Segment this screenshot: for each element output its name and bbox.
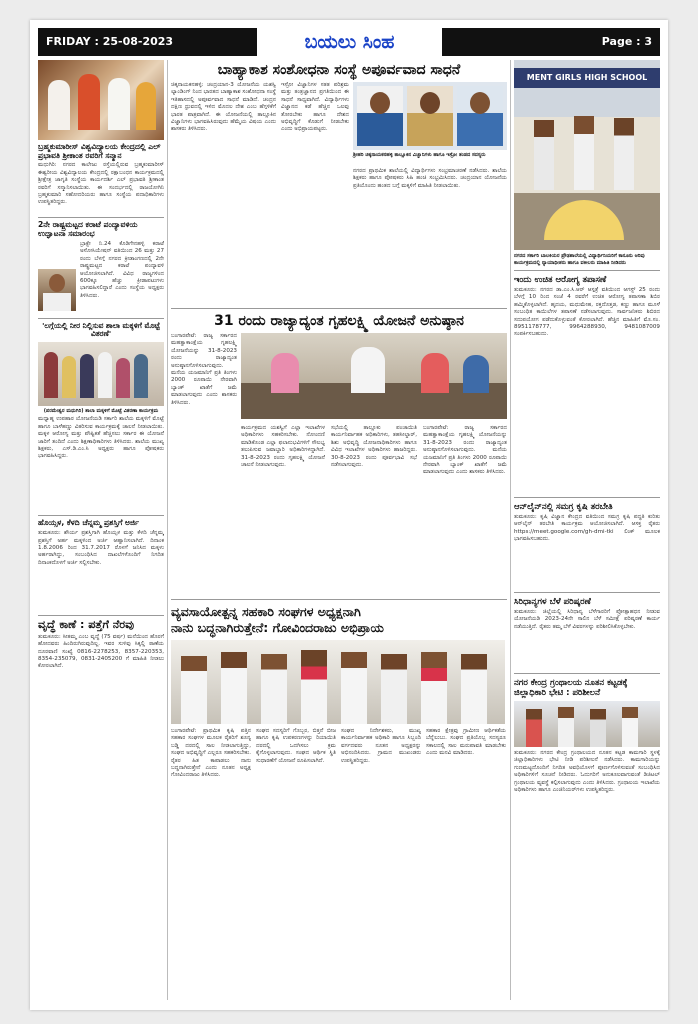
second-headline: 31 ರಂದು ರಾಜ್ಯಾದ್ಯಂತ ಗೃಹಲಕ್ಷ್ಮಿ ಯೋಜನೆ ಅನುಷ್ಠಾನ [214, 313, 464, 329]
column-divider [510, 60, 511, 1000]
karate-photo [38, 269, 76, 311]
story-headline: 'ಲಗ್ಗೆಯಲ್ಲಿ ನೀರ ನಿಲ್ಲಿಸುವ ಶಾಲಾ ಮಕ್ಕಳಿಗೆ ಮೊಟ್ಟೆ ವಿತರಣೆ' [42, 320, 160, 339]
meeting-photo [241, 333, 507, 419]
story-body: ತುಮಕೂರು: ಕೃಷಿ ವಿಜ್ಞಾನ ಕೇಂದ್ರದ ವತಿಯಿಂದ ಸಮಗ್ರ ಕೃಷಿ ಪದ್ಧತಿ ಕುರಿತು ಆನ್‌ಲೈನ್ ತರಬೇತಿ ಕಾರ್ಯಕ್ರಮ ಆಯೋಜಿಸಲಾಗಿದೆ. ಆಸಕ್ತ ರೈತರು https://meet.google.com/gh-dmi-tki ಲಿಂಕ್ ಮೂಲಕ ಭಾಗವಹಿಸಬಹುದು. [514, 514, 660, 543]
story-headline: ಇಂದು ಉಚಿತ ಆರೋಗ್ಯ ತಪಾಸಣೆ [514, 275, 607, 285]
library-visit-photo [514, 701, 660, 747]
story-body: ತುಮಕೂರು: ಸೀತಮ್ಮ ಎಂಬ ವೃದ್ಧೆ (75 ವರ್ಷ) ಮನೆಯಿಂದ ಹೊರಗೆ ಹೋದವರು ಹಿಂದಿರುಗಿರುವುದಿಲ್ಲ. ಇವರ ಸುಳಿವು ಸಿಕ್ಕಲ್ಲಿ ಠಾಣೆಯ ದೂರವಾಣಿ ಸಂಖ್ಯೆ 0816-2278253, 8357-220353, 8354-235079, 0831-2405200 ಗೆ ಮಾಹಿತಿ ನೀಡಲು ಕೋರಲಾಗಿದೆ. [38, 633, 164, 670]
story-headline: ಆನ್‌ಲೈನ್‌ನಲ್ಲಿ ಸಮಗ್ರ ಕೃಷಿ ತರಬೇತಿ [514, 502, 613, 512]
story-body: ಬಂಗಾರಪೇಟೆ: ಪ್ರಾಥಮಿಕ ಕೃಷಿ ಪತ್ತಿನ ಸಹಕಾರ ಸಂಘಗಳ ಮೂಲಕ ರೈತರಿಗೆ ಶೂನ್ಯ ಬಡ್ಡಿ ದರದಲ್ಲಿ ಸಾಲ ನೀಡಲಾಗುತ್ತಿದ್ದು, ಸಂಘದ ಅಭಿವೃದ್ಧಿಗೆ ಎಲ್ಲರೂ ಸಹಕರಿಸಬೇಕು. ರೈತರ ಹಿತ ಕಾಪಾಡಲು ನಾನು ಬದ್ಧನಾಗಿರುತ್ತೇನೆ ಎಂದು ನೂತನ ಅಧ್ಯಕ್ಷ ಗೋವಿಂದರಾಜು ತಿಳಿಸಿದರು. [171, 728, 251, 779]
story-body: ಮಧುಗಿರಿ: ನಗರದ ಕಾಲೇಜು ರಸ್ತೆಯಲ್ಲಿರುವ ಬ್ರಹ್ಮಕುಮಾರೀಸ್ ಈಶ್ವರೀಯ ವಿಶ್ವವಿದ್ಯಾಲಯ ಕೇಂದ್ರದಲ್ಲಿ ರಕ್ಷಾಬಂಧನ ಕಾರ್ಯಕ್ರಮದಲ್ಲಿ ಶ್ರೀಕ್ಷೇತ್ರ ಜಾಗೃತಿ ಸಂಸ್ಥೆಯ ಕಾರ್ಯದರ್ಶಿ ಎಲ್ ಪ್ರಭಾವತಿ ಶ್ರೀಕಾಂತ ರವರಿಗೆ ಸನ್ಮಾನಿಸಲಾಯಿತು. ಈ ಸಂದರ್ಭದಲ್ಲಿ ರಾಜಯೋಗಿನಿ ಬ್ರಹ್ಮಕುಮಾರಿ ಸಹೋದರಿಯರು ಹಾಗೂ ಸಂಸ್ಥೆಯ ಪದಾಧಿಕಾರಿಗಳು ಉಪಸ್ಥಿತರಿದ್ದರು. [38, 162, 164, 206]
story-body: ಸಂಘದ ನಿರ್ದೇಶಕರು, ಮುಖ್ಯ ಕಾರ್ಯನಿರ್ವಾಹಕ ಅಧಿಕಾರಿ ಹಾಗೂ ಸಿಬ್ಬಂದಿ ವರ್ಗದವರು ನೂತನ ಅಧ್ಯಕ್ಷರನ್ನು ಅಭಿನಂದಿಸಿದರು. ಗ್ರಾಮದ ಮುಖಂಡರು ಉಪಸ್ಥಿತರಿದ್ದರು. [341, 728, 421, 764]
story-headline: ಸಿರಿಧಾನ್ಯಗಳ ಬೆಳೆ ಪರಿಷ್ಕರಣೆ [514, 597, 591, 607]
third-headline-line2: ನಾನು ಬದ್ಧನಾಗಿರುತ್ತೇನೆ: ಗೋವಿಂದರಾಜು ಅಭಿಪ್ರಾಯ [171, 620, 384, 635]
felicitation-photo [171, 640, 505, 724]
story-block [38, 241, 164, 315]
school-photo [514, 60, 660, 250]
story-body: ನಗರದ ಪ್ರಾಥಮಿಕ ಶಾಲೆಯಲ್ಲಿ ವಿದ್ಯಾರ್ಥಿಗಳು ಸಂಭ್ರಮಾಚರಣೆ ನಡೆಸಿದರು. ಶಾಲೆಯ ಶಿಕ್ಷಕರು ಹಾಗೂ ಪೋಷಕರು ಸಿಹಿ ಹಂಚಿ ಸಂಭ್ರಮಿಸಿದರು. ಚಂದ್ರಯಾನ ಯೋಜನೆಯ ಪ್ರತಿಯೊಂದು ಹಂತದ ಬಗ್ಗೆ ಮಕ್ಕಳಿಗೆ ಮಾಹಿತಿ ನೀಡಲಾಯಿತು. [353, 168, 507, 189]
brahmakumaris-photo [38, 60, 164, 140]
divider [171, 308, 507, 309]
right-column [514, 60, 660, 900]
third-story [171, 728, 507, 908]
masthead [38, 28, 660, 56]
story-headline: ವೃದ್ಧೆ ಕಾಣೆ : ಪತ್ತೆಗೆ ನೆರವು [38, 618, 135, 632]
story-headline: 2ನೇ ರಾಷ್ಟ್ರಮಟ್ಟದ ಕರಾಟೆ ಪಂದ್ಯಾವಳಿಯ ಉದ್ಘಾಟನಾ ಸಮಾರಂಭ [38, 220, 138, 239]
school-sign: MENT GIRLS HIGH SCHOOL [514, 68, 660, 88]
divider [38, 615, 164, 616]
story-body: ಸಂಘದ ಸದಸ್ಯರಿಗೆ ಗೊಬ್ಬರ, ಬಿತ್ತನೆ ಬೀಜ ಹಾಗೂ ಕೃಷಿ ಉಪಕರಣಗಳನ್ನು ರಿಯಾಯಿತಿ ದರದಲ್ಲಿ ಒದಗಿಸಲು ಕ್ರಮ ಕೈಗೊಳ್ಳಲಾಗುವುದು. ಸಂಘದ ಆರ್ಥಿಕ ಸ್ಥಿತಿ ಸುಧಾರಣೆಗೆ ಯೋಜನೆ ರೂಪಿಸಲಾಗಿದೆ. [256, 728, 336, 764]
divider [38, 318, 164, 319]
divider [38, 217, 164, 218]
story-body: ಸಭೆಯಲ್ಲಿ ತಾಲ್ಲೂಕು ಪಂಚಾಯಿತಿ ಕಾರ್ಯನಿರ್ವಾಹಕ ಅಧಿಕಾರಿಗಳು, ತಹಸೀಲ್ದಾರ್, ಶಿಶು ಅಭಿವೃದ್ಧಿ ಯೋಜನಾಧಿಕಾರಿಗಳು ಹಾಗೂ ವಿವಿಧ ಇಲಾಖೆಗಳ ಅಧಿಕಾರಿಗಳು ಹಾಜರಿದ್ದರು. 30-8-2023 ರಂದು ಪೂರ್ವಭಾವಿ ಸಭೆ ನಡೆಸಲಾಗುವುದು. [331, 425, 417, 469]
school-event-photo [38, 342, 164, 406]
lead-story [171, 82, 507, 304]
photo-caption: ನಗರದ ಸರ್ಕಾರಿ ಬಾಲಕಿಯರ ಪ್ರೌಢಶಾಲೆಯಲ್ಲಿ ವಿದ್ಯಾರ್ಥಿನಿಯರಿಗೆ ಕಾನೂನು ಅರಿವು ಕಾರ್ಯಕ್ರಮದಲ್ಲಿ ನ್ಯಾಯಾಧೀಶರು ಹಾಗೂ ವಕೀಲರು ಮಾಹಿತಿ ನೀಡಿದರು [514, 253, 645, 266]
newspaper-title: ಬಯಲು ಸಿಂಹ [257, 28, 442, 56]
story-body: ಚಿಕ್ಕನಾಯಕನಹಳ್ಳಿ: ಚಂದ್ರಯಾನ-3 ಯೋಜನೆಯ ಯಶಸ್ವಿ ಲ್ಯಾಂಡಿಂಗ್ ನಿಂದ ಭಾರತದ ಬಾಹ್ಯಾಕಾಶ ಸಂಶೋಧನಾ ಸಂಸ್ಥೆ ಇತಿಹಾಸದಲ್ಲಿ ಅಪೂರ್ವವಾದ ಸಾಧನೆ ಮಾಡಿದೆ. ಚಂದ್ರನ ದಕ್ಷಿಣ ಧ್ರುವದಲ್ಲಿ ಇಳಿದ ಮೊದಲ ದೇಶ ಎಂಬ ಹೆಗ್ಗಳಿಕೆಗೆ ಭಾರತ ಪಾತ್ರವಾಗಿದೆ. ಈ ಯೋಜನೆಯಲ್ಲಿ ತಾಲ್ಲೂಕಿನ ವಿಜ್ಞಾನಿಗಳು ಭಾಗವಹಿಸಿರುವುದು ಹೆಮ್ಮೆಯ ವಿಷಯ ಎಂದು ಶಾಸಕರು ತಿಳಿಸಿದರು. [171, 82, 276, 133]
left-column [38, 60, 164, 724]
story-body: ಸಹಕಾರ ಕ್ಷೇತ್ರವು ಗ್ರಾಮೀಣ ಆರ್ಥಿಕತೆಯ ಬೆನ್ನೆಲುಬು. ಸಂಘದ ಪ್ರತಿಯೊಬ್ಬ ಸದಸ್ಯರೂ ಸಕಾಲದಲ್ಲಿ ಸಾಲ ಮರುಪಾವತಿ ಮಾಡಬೇಕು ಎಂದು ಮನವಿ ಮಾಡಿದರು. [426, 728, 506, 757]
story-headline: ಬ್ರಹ್ಮಕುಮಾರೀಸ್ ವಿಶ್ವವಿದ್ಯಾಲಯ ಕೇಂದ್ರದಲ್ಲಿ ಎಲ್ ಪ್ರಭಾವತಿ ಶ್ರೀಕಾಂತ ರವರಿಗೆ ಸನ್ಮಾನ [38, 142, 161, 160]
divider [514, 592, 660, 593]
scientists-photo [353, 82, 507, 150]
issue-date: FRIDAY : 25-08-2023 [46, 35, 174, 48]
photo-caption: ಶ್ರೀಹರಿ ಚಿಕ್ಕನಾಯಕನಹಳ್ಳಿ ತಾಲ್ಲೂಕಿನ ವಿಜ್ಞಾನಿಗಳು ಹಾಗೂ ಇಸ್ರೋ ತಂಡದ ಸದಸ್ಯರು [353, 152, 486, 158]
page-number: Page : 3 [601, 35, 652, 48]
story-headline: ಹೊಯ್ಸಳ, ಕೆಳದಿ ಚೆನ್ನಮ್ಮ ಪ್ರಶಸ್ತಿಗೆ ಅರ್ಜಿ [38, 518, 140, 528]
divider [38, 515, 164, 516]
lead-headline: ಬಾಹ್ಯಾಕಾಶ ಸಂಶೋಧನಾ ಸಂಸ್ಥೆ ಅಪೂರ್ವವಾದ ಸಾಧನೆ [217, 62, 461, 78]
newspaper-page [30, 20, 668, 1010]
story-body: ತುಮಕೂರು: ನಗರದ ಡಾ.ಎಂ.ಸಿ.ಆರ್ ಆಸ್ಪತ್ರೆ ವತಿಯಿಂದ ಆಗಸ್ಟ್ 25 ರಂದು ಬೆಳಗ್ಗೆ 10 ರಿಂದ ಸಂಜೆ 4 ರವರೆಗೆ ಉಚಿತ ಆರೋಗ್ಯ ತಪಾಸಣಾ ಶಿಬಿರ ಹಮ್ಮಿಕೊಳ್ಳಲಾಗಿದೆ. ಹೃದಯ, ಮಧುಮೇಹ, ರಕ್ತದೊತ್ತಡ, ಕಣ್ಣು ಹಾಗೂ ಮೂಳೆ ಸಂಬಂಧಿತ ಕಾಯಿಲೆಗಳ ತಪಾಸಣೆ ನಡೆಸಲಾಗುವುದು. ಸಾರ್ವಜನಿಕರು ಶಿಬಿರದ ಸದುಪಯೋಗ ಪಡೆದುಕೊಳ್ಳುವಂತೆ ಕೋರಲಾಗಿದೆ. ಹೆಚ್ಚಿನ ಮಾಹಿತಿಗೆ ಮೊ.ಸಂ. 8951178777, 9964288930, 9481087009 ಸಂಪರ್ಕಿಸಬಹುದು. [514, 287, 660, 338]
story-body: ಬ್ರಾಕ್ಟೇ ನಿ.24 ಕೊಡಿಗೇನಹಳ್ಳಿ ಕರಾಟೆ ಅಸೋಸಿಯೇಷನ್ ವತಿಯಿಂದ 26 ಮತ್ತು 27 ರಂದು ಬೆಳಗ್ಗೆ ನಗರದ ಕ್ರೀಡಾಂಗಣದಲ್ಲಿ 2ನೇ ರಾಷ್ಟ್ರಮಟ್ಟದ ಕರಾಟೆ ಪಂದ್ಯಾವಳಿ ಆಯೋಜಿಸಲಾಗಿದೆ. ವಿವಿಧ ರಾಜ್ಯಗಳಿಂದ 600ಕ್ಕೂ ಹೆಚ್ಚು ಕ್ರೀಡಾಪಟುಗಳು ಭಾಗವಹಿಸಲಿದ್ದಾರೆ ಎಂದು ಸಂಸ್ಥೆಯ ಅಧ್ಯಕ್ಷರು ತಿಳಿಸಿದರು. [80, 240, 164, 299]
second-story [171, 333, 507, 595]
column-divider [167, 60, 168, 1000]
divider [171, 599, 507, 600]
story-body: ಇಸ್ರೋ ವಿಜ್ಞಾನಿಗಳ ಸತತ ಪರಿಶ್ರಮ ಮತ್ತು ತಂತ್ರಜ್ಞಾನದ ಪ್ರಗತಿಯಿಂದ ಈ ಸಾಧನೆ ಸಾಧ್ಯವಾಗಿದೆ. ವಿದ್ಯಾರ್ಥಿಗಳು ವಿಜ್ಞಾನದ ಕಡೆ ಹೆಚ್ಚಿನ ಒಲವು ತೋರಬೇಕು ಹಾಗೂ ದೇಶದ ಅಭಿವೃದ್ಧಿಗೆ ಕೊಡುಗೆ ನೀಡಬೇಕು ಎಂದು ಅಭಿಪ್ರಾಯಪಟ್ಟರು. [281, 82, 349, 133]
center-column [171, 60, 507, 908]
photo-caption: (ಪರಮೇಶ್ವರ ಮಧುಗಿರಿ) ಶಾಲಾ ಮಕ್ಕಳಿಗೆ ಮೊಟ್ಟೆ ವಿತರಣಾ ಕಾರ್ಯಕ್ರಮ [43, 407, 159, 414]
story-body: ತುಮಕೂರು: ಶೌರ್ಯ ಪ್ರಶಸ್ತಿಗಾಗಿ ಹೊಯ್ಸಳ ಮತ್ತು ಕೆಳದಿ ಚೆನ್ನಮ್ಮ ಪ್ರಶಸ್ತಿಗೆ ಅರ್ಹ ಮಕ್ಕಳಿಂದ ಅರ್ಜಿ ಆಹ್ವಾನಿಸಲಾಗಿದೆ. ದಿನಾಂಕ 1.8.2006 ರಿಂದ 31.7.2017 ರೊಳಗೆ ಜನಿಸಿದ ಮಕ್ಕಳು ಅರ್ಹರಾಗಿದ್ದು, ಸಂಬಂಧಿಸಿದ ದಾಖಲೆಗಳೊಂದಿಗೆ ನಿಗದಿತ ದಿನಾಂಕದೊಳಗೆ ಅರ್ಜಿ ಸಲ್ಲಿಸಬೇಕು. [38, 530, 164, 566]
third-headline-line1: ವ್ಯವಸಾಯೋತ್ಪನ್ನ ಸಹಕಾರಿ ಸಂಘಗಳ ಅಧ್ಯಕ್ಷನಾಗಿ [171, 604, 361, 619]
story-body: ತುಮಕೂರು: ಜಿಲ್ಲೆಯಲ್ಲಿ ಸಿರಿಧಾನ್ಯ ಬೆಳೆಗಾರರಿಗೆ ಪ್ರೋತ್ಸಾಹಧನ ನೀಡುವ ಯೋಜನೆಯಡಿ 2023-24ನೇ ಸಾಲಿನ ಬೆಳೆ ಸಮೀಕ್ಷೆ ಪರಿಷ್ಕರಣೆ ಕಾರ್ಯ ನಡೆಯುತ್ತಿದೆ. ರೈತರು ತಮ್ಮ ಬೆಳೆ ವಿವರಗಳನ್ನು ಪರಿಶೀಲಿಸಿಕೊಳ್ಳಬೇಕು. [514, 609, 660, 630]
divider [514, 270, 660, 271]
story-body: ಬಂಗಾರಪೇಟೆ: ರಾಜ್ಯ ಸರ್ಕಾರದ ಮಹತ್ವಾಕಾಂಕ್ಷೆಯ ಗೃಹಲಕ್ಷ್ಮಿ ಯೋಜನೆಯನ್ನು 31-8-2023 ರಂದು ರಾಜ್ಯಾದ್ಯಂತ ಅನುಷ್ಠಾನಗೊಳಿಸಲಾಗುವುದು. ಮನೆಯ ಯಜಮಾನಿಗೆ ಪ್ರತಿ ತಿಂಗಳು 2000 ರೂಪಾಯಿ ನೇರವಾಗಿ ಬ್ಯಾಂಕ್ ಖಾತೆಗೆ ಜಮೆ ಮಾಡಲಾಗುವುದು ಎಂದು ಶಾಸಕರು ತಿಳಿಸಿದರು. [171, 333, 237, 406]
story-body: ಮಧ್ಯಾಹ್ನ ಉಪಹಾರ ಯೋಜನೆಯಡಿ ಸರ್ಕಾರಿ ಶಾಲೆಯ ಮಕ್ಕಳಿಗೆ ಮೊಟ್ಟೆ ಹಾಗೂ ಬಾಳೆಹಣ್ಣು ವಿತರಿಸುವ ಕಾರ್ಯಕ್ರಮಕ್ಕೆ ಚಾಲನೆ ನೀಡಲಾಯಿತು. ಮಕ್ಕಳ ಆರೋಗ್ಯ ಮತ್ತು ಪೌಷ್ಟಿಕತೆ ಹೆಚ್ಚಿಸಲು ಸರ್ಕಾರ ಈ ಯೋಜನೆ ಜಾರಿಗೆ ತಂದಿದೆ ಎಂದು ಶಿಕ್ಷಣಾಧಿಕಾರಿಗಳು ತಿಳಿಸಿದರು. ಶಾಲೆಯ ಮುಖ್ಯ ಶಿಕ್ಷಕರು, ಎಸ್.ಡಿ.ಎಂ.ಸಿ ಅಧ್ಯಕ್ಷರು ಹಾಗೂ ಪೋಷಕರು ಭಾಗವಹಿಸಿದ್ದರು. [38, 416, 164, 460]
story-body: ಕಾರ್ಯಕ್ರಮದ ಯಶಸ್ವಿಗೆ ಎಲ್ಲಾ ಇಲಾಖೆಗಳ ಅಧಿಕಾರಿಗಳು ಸಹಕರಿಸಬೇಕು. ನೋಂದಣಿ ಮಾಡಿಕೊಂಡ ಎಲ್ಲಾ ಫಲಾನುಭವಿಗಳಿಗೆ ಸೌಲಭ್ಯ ತಲುಪಿಸುವ ಜವಾಬ್ದಾರಿ ಅಧಿಕಾರಿಗಳದ್ದಾಗಿದೆ. 31-8-2023 ರಂದು ಗೃಹಲಕ್ಷ್ಮಿ ಯೋಜನೆ ಚಾಲನೆ ನೀಡಲಾಗುವುದು. [241, 425, 325, 469]
story-body: ಬಂಗಾರಪೇಟೆ: ರಾಜ್ಯ ಸರ್ಕಾರದ ಮಹತ್ವಾಕಾಂಕ್ಷೆಯ ಗೃಹಲಕ್ಷ್ಮಿ ಯೋಜನೆಯನ್ನು 31-8-2023 ರಂದು ರಾಜ್ಯಾದ್ಯಂತ ಅನುಷ್ಠಾನಗೊಳಿಸಲಾಗುವುದು. ಮನೆಯ ಯಜಮಾನಿಗೆ ಪ್ರತಿ ತಿಂಗಳು 2000 ರೂಪಾಯಿ ನೇರವಾಗಿ ಬ್ಯಾಂಕ್ ಖಾತೆಗೆ ಜಮೆ ಮಾಡಲಾಗುವುದು ಎಂದು ಶಾಸಕರು ತಿಳಿಸಿದರು. [423, 425, 507, 476]
story-headline: ನಗರ ಕೇಂದ್ರ ಗ್ರಂಥಾಲಯ ನೂತನ ಕಟ್ಟಡಕ್ಕೆ ಜಿಲ್ಲಾಧಿಕಾರಿ ಭೇಟಿ : ಪರಿಶೀಲನೆ [514, 678, 628, 698]
story-body: ತುಮಕೂರು: ನಗರದ ಕೇಂದ್ರ ಗ್ರಂಥಾಲಯದ ನೂತನ ಕಟ್ಟಡ ಕಾಮಗಾರಿ ಸ್ಥಳಕ್ಕೆ ಜಿಲ್ಲಾಧಿಕಾರಿಗಳು ಭೇಟಿ ನೀಡಿ ಪರಿಶೀಲನೆ ನಡೆಸಿದರು. ಕಾಮಗಾರಿಯನ್ನು ಗುಣಮಟ್ಟದೊಂದಿಗೆ ನಿಗದಿತ ಅವಧಿಯೊಳಗೆ ಪೂರ್ಣಗೊಳಿಸುವಂತೆ ಸಂಬಂಧಿಸಿದ ಅಧಿಕಾರಿಗಳಿಗೆ ಸೂಚನೆ ನೀಡಿದರು. ಓದುಗರಿಗೆ ಅನುಕೂಲವಾಗುವಂತೆ ಡಿಜಿಟಲ್ ಗ್ರಂಥಾಲಯ ವ್ಯವಸ್ಥೆ ಕಲ್ಪಿಸಲಾಗುವುದು ಎಂದು ತಿಳಿಸಿದರು. ಗ್ರಂಥಾಲಯ ಇಲಾಖೆಯ ಅಧಿಕಾರಿಗಳು ಹಾಗೂ ಎಂಜಿನಿಯರ್‌ಗಳು ಉಪಸ್ಥಿತರಿದ್ದರು. [514, 750, 660, 794]
divider [514, 497, 660, 498]
divider [514, 673, 660, 674]
